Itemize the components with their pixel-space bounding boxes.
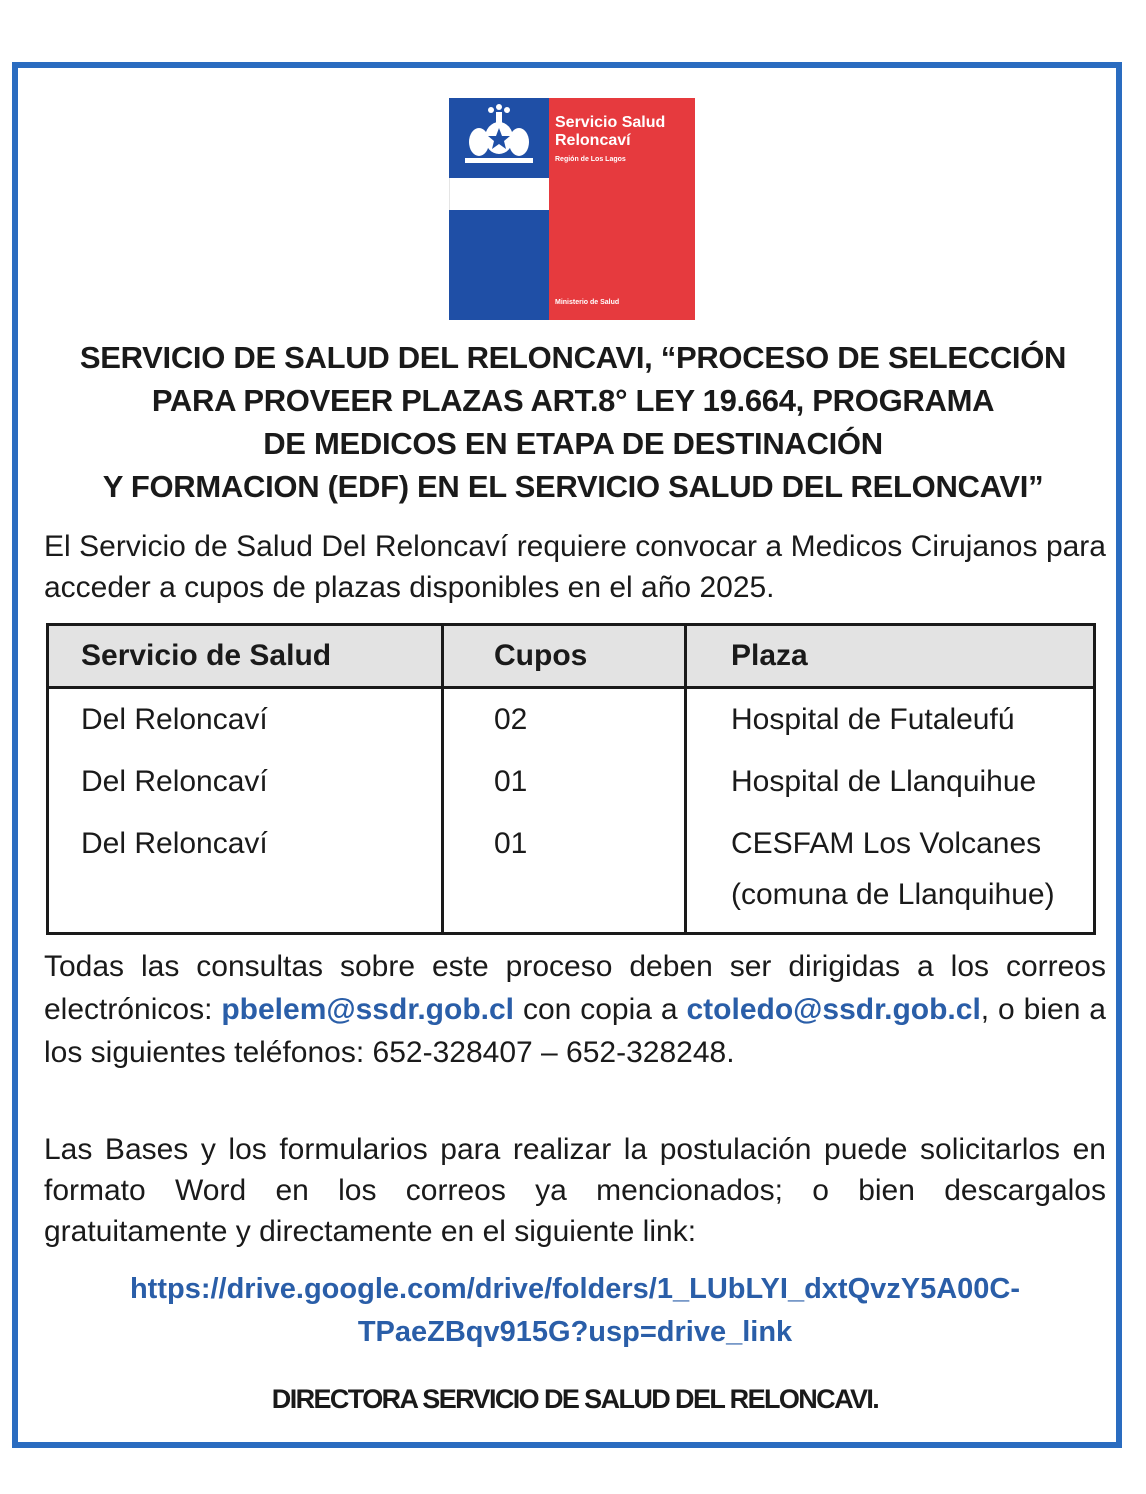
email-link-pbelem[interactable]: pbelem@ssdr.gob.cl [221, 993, 515, 1026]
plazas-table [46, 623, 1096, 935]
table-cell: Hospital de Futaleufú [731, 703, 1015, 736]
drive-link[interactable] [38, 1268, 1112, 1354]
table-cell: Hospital de Llanquihue [731, 765, 1037, 798]
header-plaza: Plaza [686, 625, 1095, 688]
intro-paragraph: El Servicio de Salud Del Reloncaví requiere convocar a Medicos Cirujanos para acceder a cupos de plazas disponibles en el año 2025. [44, 530, 1106, 604]
contact-text: con copia a [514, 993, 687, 1026]
servicio-salud-logo [449, 98, 695, 320]
logo-white-block [449, 178, 549, 210]
cupos-column [443, 688, 686, 934]
logo-blue-block [449, 98, 549, 178]
title-line: PARA PROVEER PLAZAS ART.8° LEY 19.664, PROGRAMA [151, 383, 995, 418]
table-cell: Del Reloncaví [81, 703, 268, 736]
logo-region: Región de Los Lagos [555, 156, 626, 163]
table-cell: Del Reloncaví [81, 827, 268, 860]
header-servicio: Servicio de Salud [48, 625, 443, 688]
title-line: SERVICIO DE SALUD DEL RELONCAVI, “PROCESO DE SELECCIÓN [79, 340, 1067, 375]
table-cell: CESFAM Los Volcanes [731, 827, 1042, 860]
contact-paragraph [44, 945, 1106, 1074]
table-cell: 02 [494, 703, 528, 736]
table-row [48, 688, 1095, 934]
plaza-column [686, 688, 1095, 934]
table-cell: (comuna de Llanquihue) [731, 878, 1055, 911]
notice-frame [12, 62, 1122, 1448]
drive-link-line1[interactable]: https://drive.google.com/drive/folders/1_LUbLYI_dxtQvzY5A00C- [129, 1273, 1021, 1305]
table-header-row [48, 625, 1095, 688]
logo-name-line1: Servicio Salud [555, 114, 666, 131]
logo-ministry: Ministerio de Salud [555, 299, 620, 306]
notice-title [38, 336, 1108, 508]
title-line: DE MEDICOS EN ETAPA DE DESTINACIÓN [263, 426, 883, 461]
contact-text: Todas las consultas sobre este proceso deben ser dirigidas a los correos electrónicos: [44, 950, 1106, 1026]
logo-left-panel [449, 98, 549, 320]
contact-phones: , o bien a los siguientes teléfonos: 652-328407 – 652-328248. [44, 993, 1106, 1069]
header-cupos: Cupos [443, 625, 686, 688]
table-cell: Del Reloncaví [81, 765, 268, 798]
logo-red-panel [549, 98, 695, 320]
table-cell: 01 [494, 765, 528, 798]
logo-blue-bottom-block [449, 210, 549, 320]
bases-paragraph: Las Bases y los formularios para realizar la postulación puede solicitarlos en formato Word en los correos ya mencionados; o bien descargalos gratuitamente y directamente en el siguiente link: [44, 1133, 1106, 1248]
servicio-column [48, 688, 443, 934]
logo-name-line2: Reloncaví [555, 132, 631, 149]
logo-name [555, 114, 665, 150]
drive-link-line2[interactable]: TPaeZBqv915G?usp=drive_link [357, 1316, 793, 1348]
signature: DIRECTORA SERVICIO DE SALUD DEL RELONCAVI. [271, 1384, 879, 1414]
title-line: Y FORMACION (EDF) EN EL SERVICIO SALUD DEL RELONCAVI” [102, 469, 1044, 504]
email-link-ctoledo[interactable]: ctoledo@ssdr.gob.cl [686, 993, 981, 1026]
coat-of-arms-icon [449, 98, 549, 178]
table-cell: 01 [494, 827, 528, 860]
